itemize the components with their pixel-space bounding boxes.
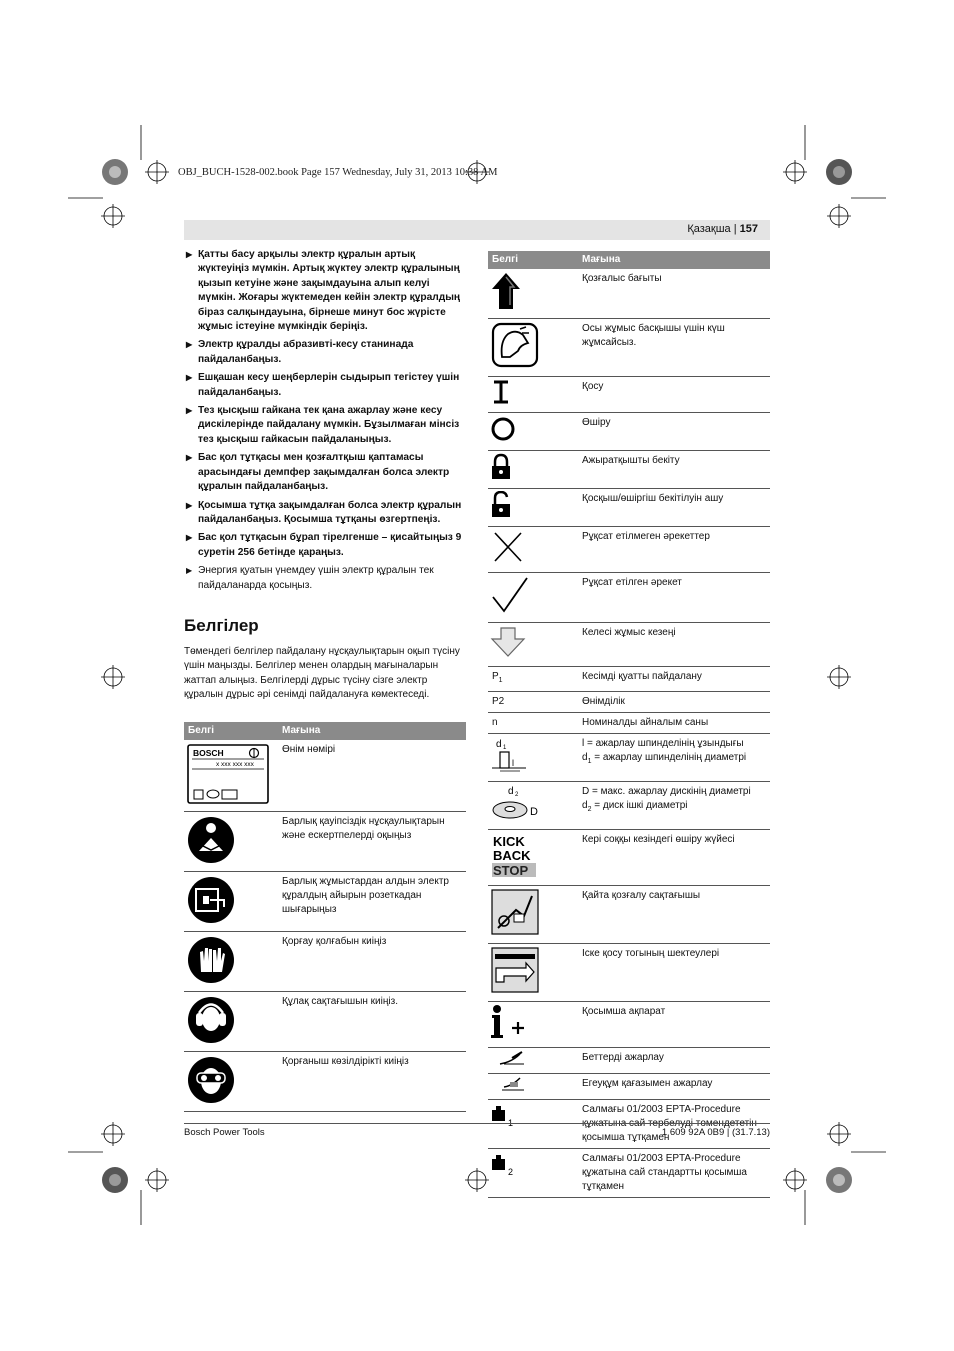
meaning-cell: Номиналды айналым саны [578, 713, 770, 734]
bullet-item: ▶ Бас қол тұтқасы мен қозғалтқыш қаптамасы арасындағы демпфер зақымдалған болса электр құралын пайдаланбаңыз. [186, 452, 450, 493]
gloves-icon [186, 934, 236, 984]
svg-text:STOP: STOP [493, 863, 529, 878]
meaning-cell: Қосқыш/өшіргіш бекітілуін ашу [578, 489, 770, 527]
allowed-icon [490, 575, 530, 615]
svg-text:2: 2 [508, 1167, 514, 1177]
weight-1-icon [490, 1102, 520, 1128]
bullet-item: ▶ Электр құралды абразивті-кесу станинада пайдаланбаңыз. [186, 339, 414, 365]
col-header-symbol: Белгі [488, 251, 578, 269]
footer-brand: Bosch Power Tools [184, 1127, 265, 1138]
bullet-item: ▶ Тез қысқыш гайкана тек қана ажарлау және кесу дискілерінде пайдалану мүмкін. Бұзылмаған мінсіз тез қысқыш гайкасын пайдаланыңыз. [186, 405, 460, 445]
svg-text:d: d [496, 739, 502, 750]
read-manual-icon [186, 814, 236, 864]
meaning-cell: Құлақ сақтағышын киіңіз. [278, 992, 466, 1052]
meaning-cell: Қорғау қолғабын киіңіз [278, 932, 466, 992]
surface-grinding-icon [490, 1050, 530, 1066]
meaning-cell: Рұқсат етілген әрекет [578, 573, 770, 623]
meaning-cell: Кері соққы кезіндегі өшіру жүйесі [578, 830, 770, 886]
svg-text:KICK: KICK [493, 834, 525, 849]
bullet-item: ▶ Бас қол тұтқасын бұрап тірелгенше – қисайтыңыз 9 суретін 256 бетінде қараңыз. [186, 532, 462, 558]
symbols-table-left [184, 722, 466, 1112]
safety-bullets [186, 248, 468, 597]
meaning-cell: Қосымша ақпарат [578, 1002, 770, 1048]
col-header-meaning: Мағына [278, 722, 466, 740]
n-symbol: n [488, 713, 578, 734]
meaning-cell: Осы жұмыс басқышы үшін күш жұмсайсыз. [578, 319, 770, 377]
svg-text:d: d [508, 786, 514, 797]
info-plus-icon [490, 1004, 530, 1040]
meaning-cell: Салмағы 01/2003 EPTA-Procedure құжатына сай стандартты қосымша тұтқамен [578, 1149, 770, 1198]
meaning-cell: Іске қосу тогының шектеулері [578, 944, 770, 1002]
page-number: 157 [739, 223, 758, 235]
unplug-icon [186, 874, 236, 924]
meaning-cell: Беттерді ажарлау [578, 1048, 770, 1074]
col-header-meaning: Мағына [578, 251, 770, 269]
header-language: Қазақша [687, 223, 731, 235]
inrush-current-icon [490, 946, 540, 994]
meaning-cell: Салмағы 01/2003 EPTA-Procedure қосымша тұтқамен [578, 1100, 770, 1149]
meaning-cell: Қосу [578, 377, 770, 413]
bullet-item: ▶ Қосымша тұтқа зақымдалған болса электр құралын пайдаланбаңыз. Қосымша тұтқаны өзгертпеңіз. [186, 499, 462, 525]
meaning-cell: Егеуқұм қағазымен ажарлау [578, 1074, 770, 1100]
meaning-cell: Барлық қауіпсіздік нұсқаулықтарын және ескертпелерді оқыңыз [278, 812, 466, 872]
intro-paragraph: Төмендегі белгілер пайдалану нұсқаулықтарын оқып түсіну үшін маңызды. Белгілер менен олардың мағыналарын жаттап алыңыз. Белгілерді дұрыс түсіну сізге электр құралын дұрыс әрі сенімді пайдалануға көмектеседі. [184, 646, 460, 700]
meaning-cell: Кесімді қуатты пайдалану [578, 667, 770, 692]
footer-doc-number: 1 609 92A 0B9 | (31.7.13) [661, 1127, 770, 1138]
sanding-icon [490, 1076, 530, 1092]
meaning-cell: Қайта қозғалу сақтағышы [578, 886, 770, 944]
meaning-cell: l = ажарлау шпинделінің ұзындығы $d_1$ = ажарлау шпинделінің диаметрі [578, 734, 770, 782]
meaning-cell: Қозғалыс бағыты [578, 269, 770, 319]
not-allowed-icon [490, 529, 526, 565]
svg-text:1: 1 [503, 745, 507, 751]
svg-text:BACK: BACK [493, 848, 531, 863]
spindle-dimensions-icon [490, 736, 532, 774]
switch-on-icon [490, 379, 514, 405]
p2-symbol: P2 [488, 692, 578, 713]
book-info: OBJ_BUCH-1528-002.book Page 157 Wednesday, July 31, 2013 10:38 AM [178, 167, 498, 178]
bullet-item: ▶ Энергия қуатын үнемдеу үшін электр құралын тек пайдаланарда қосыңыз. [186, 565, 434, 591]
nameplate-brand: BOSCH [193, 748, 224, 758]
svg-text:D: D [530, 806, 538, 818]
meaning-cell: Келесі жұмыс кезеңі [578, 623, 770, 667]
meaning-cell: Өшіру [578, 413, 770, 451]
page-header: Қазақша | 157 [184, 220, 770, 240]
force-hand-icon [490, 321, 540, 369]
meaning-cell: Өнімділік [578, 692, 770, 713]
footer-divider [184, 1123, 770, 1124]
nameplate-icon [186, 742, 270, 804]
weight-2-icon [490, 1151, 520, 1177]
svg-text:2: 2 [515, 792, 519, 798]
unlock-icon [490, 491, 514, 519]
svg-text:l: l [512, 758, 514, 768]
meaning-cell: Қорғаныш көзілдірікті киіңіз [278, 1052, 466, 1112]
restart-protection-icon [490, 888, 540, 936]
meaning-cell: Рұқсат етілмеген әрекеттер [578, 527, 770, 573]
p1-symbol: $P_1$ [488, 667, 578, 692]
symbols-table-right [488, 251, 770, 1198]
section-title: Белгілер [184, 616, 259, 635]
col-header-symbol: Белгі [184, 722, 278, 740]
nameplate-number: x xxx xxx xxx [216, 761, 254, 768]
meaning-cell: Өнім нөмірі [278, 740, 466, 812]
switch-off-icon [490, 415, 518, 443]
ear-protection-icon [186, 994, 236, 1044]
lock-icon [490, 453, 514, 481]
bullet-item: ▶ Ешқашан кесу шеңберлерін сыдырып тегістеу үшін пайдаланбаңыз. [186, 372, 460, 398]
disc-dimensions-icon [490, 784, 542, 822]
direction-arrow-icon [490, 271, 526, 311]
next-step-icon [490, 625, 528, 659]
meaning-cell: Барлық жұмыстардан алдын электр құралдың айырын розеткадан шығарыңыз [278, 872, 466, 932]
meaning-cell: D = макс. ажарлау дискінің диаметрі $d_2$ = диск ішкі диаметрі [578, 782, 770, 830]
meaning-cell: Ажыратқышты бекіту [578, 451, 770, 489]
goggles-icon [186, 1054, 236, 1104]
bullet-item: ▶ Қатты басу арқылы электр құралын артық жүктеуіңіз мүмкін. Артық жүктеу электр құралының қызып кетуіне және зақымдауына алып келуі мүмкін. Жоғары жүктемеден кейін электр құралдың біраз салқындауына, бірнеше минут бос жүрісте жұмыс істеуіне мүмкіндік беріңіз. [186, 249, 461, 333]
kickback-stop-icon [490, 832, 538, 878]
